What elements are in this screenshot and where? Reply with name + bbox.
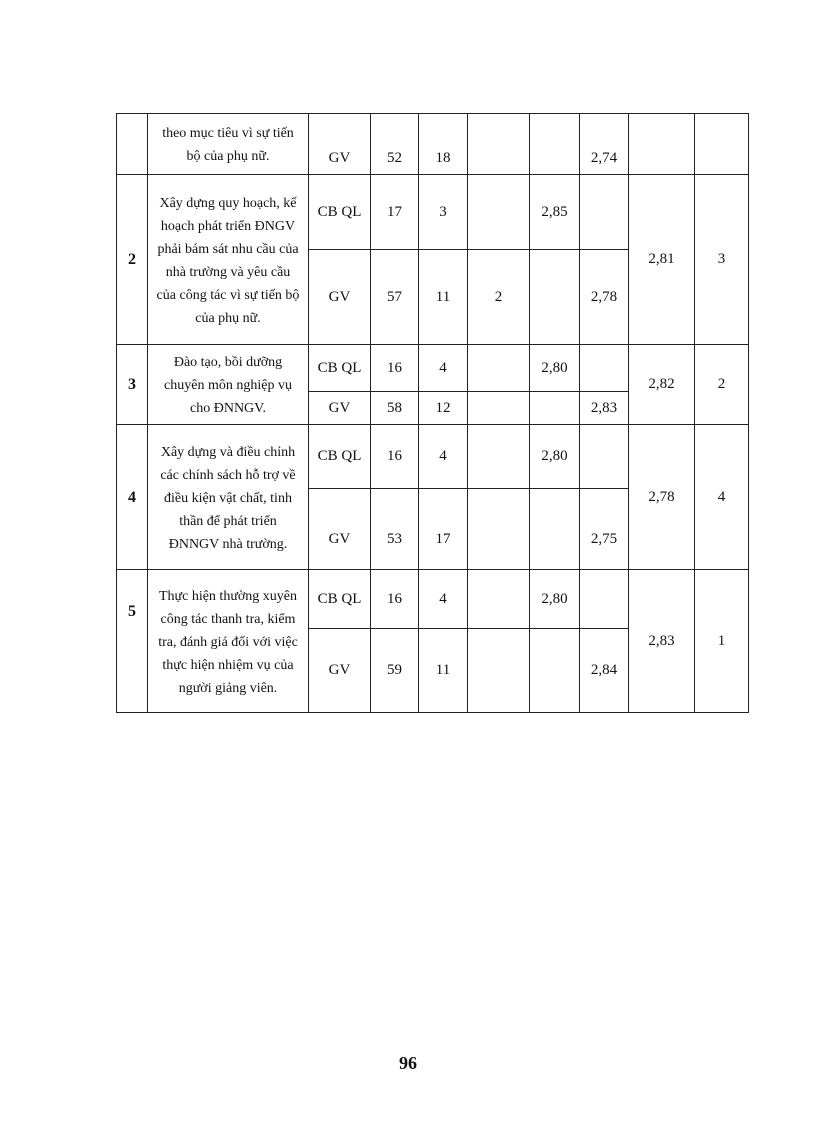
solution-content: Đào tạo, bồi dưỡng chuyên môn nghiệp vụ cho ĐNNGV.	[148, 345, 309, 425]
count-cell: 12	[419, 392, 468, 425]
average-score-cell	[629, 114, 695, 175]
cbql-score-cell	[530, 114, 580, 175]
count-cell: 4	[419, 425, 468, 489]
rank-cell: 4	[695, 425, 749, 570]
page-number: 96	[399, 1053, 417, 1073]
cbql-score-cell	[530, 489, 580, 570]
respondent-group: GV	[309, 489, 371, 570]
count-cell	[468, 345, 530, 392]
count-cell: 18	[419, 114, 468, 175]
table-row	[117, 570, 749, 629]
gv-score-cell: 2,84	[580, 629, 629, 713]
respondent-group: GV	[309, 629, 371, 713]
gv-score-cell: 2,74	[580, 114, 629, 175]
solution-content: theo mục tiêu vì sự tiến bộ của phụ nữ.	[148, 114, 309, 175]
count-cell: 17	[371, 175, 419, 250]
cbql-score-cell: 2,80	[530, 425, 580, 489]
count-cell	[468, 425, 530, 489]
table-row	[117, 425, 749, 489]
gv-score-cell: 2,75	[580, 489, 629, 570]
rank-cell: 3	[695, 175, 749, 345]
gv-score-cell: 2,83	[580, 392, 629, 425]
gv-score-cell: 2,78	[580, 250, 629, 345]
table-row	[117, 175, 749, 250]
row-number: 4	[117, 425, 148, 570]
solution-content: Thực hiện thường xuyên công tác thanh tra, kiểm tra, đánh giá đối với việc thực hiện nhiệm vụ của người giảng viên.	[148, 570, 309, 713]
count-cell: 58	[371, 392, 419, 425]
cbql-score-cell: 2,85	[530, 175, 580, 250]
row-number: 3	[117, 345, 148, 425]
rank-cell: 1	[695, 570, 749, 713]
count-cell	[468, 114, 530, 175]
cbql-score-cell	[530, 629, 580, 713]
respondent-group: CB QL	[309, 425, 371, 489]
count-cell: 59	[371, 629, 419, 713]
row-number: 2	[117, 175, 148, 345]
solution-content: Xây dựng và điều chỉnh các chính sách hỗ trợ về điều kiện vật chất, tinh thần để phát triển ĐNNGV nhà trường.	[148, 425, 309, 570]
count-cell	[468, 629, 530, 713]
count-cell: 17	[419, 489, 468, 570]
rank-cell	[695, 114, 749, 175]
count-cell	[468, 570, 530, 629]
gv-score-cell	[580, 425, 629, 489]
cbql-score-cell: 2,80	[530, 345, 580, 392]
solution-content: Xây dựng quy hoạch, kế hoạch phát triển ĐNGV phải bám sát nhu cầu của nhà trường và yêu cầu của công tác vì sự tiến bộ của phụ nữ.	[148, 175, 309, 345]
count-cell: 4	[419, 345, 468, 392]
respondent-group: CB QL	[309, 175, 371, 250]
count-cell: 57	[371, 250, 419, 345]
gv-score-cell	[580, 570, 629, 629]
cbql-score-cell: 2,80	[530, 570, 580, 629]
count-cell: 16	[371, 425, 419, 489]
count-cell: 53	[371, 489, 419, 570]
average-score-cell: 2,82	[629, 345, 695, 425]
count-cell: 16	[371, 345, 419, 392]
rank-cell: 2	[695, 345, 749, 425]
average-score-cell: 2,81	[629, 175, 695, 345]
respondent-group: GV	[309, 114, 371, 175]
respondent-group: CB QL	[309, 345, 371, 392]
respondent-group: GV	[309, 250, 371, 345]
count-cell: 52	[371, 114, 419, 175]
count-cell	[468, 175, 530, 250]
row-number	[117, 114, 148, 175]
survey-table	[116, 113, 749, 713]
count-cell: 2	[468, 250, 530, 345]
average-score-cell: 2,83	[629, 570, 695, 713]
table-row	[117, 114, 749, 175]
count-cell: 3	[419, 175, 468, 250]
respondent-group: GV	[309, 392, 371, 425]
cbql-score-cell	[530, 392, 580, 425]
count-cell: 16	[371, 570, 419, 629]
row-number: 5	[117, 570, 148, 713]
cbql-score-cell	[530, 250, 580, 345]
count-cell: 4	[419, 570, 468, 629]
count-cell: 11	[419, 250, 468, 345]
count-cell	[468, 489, 530, 570]
gv-score-cell	[580, 345, 629, 392]
count-cell: 11	[419, 629, 468, 713]
table-row	[117, 345, 749, 392]
average-score-cell: 2,78	[629, 425, 695, 570]
gv-score-cell	[580, 175, 629, 250]
respondent-group: CB QL	[309, 570, 371, 629]
count-cell	[468, 392, 530, 425]
